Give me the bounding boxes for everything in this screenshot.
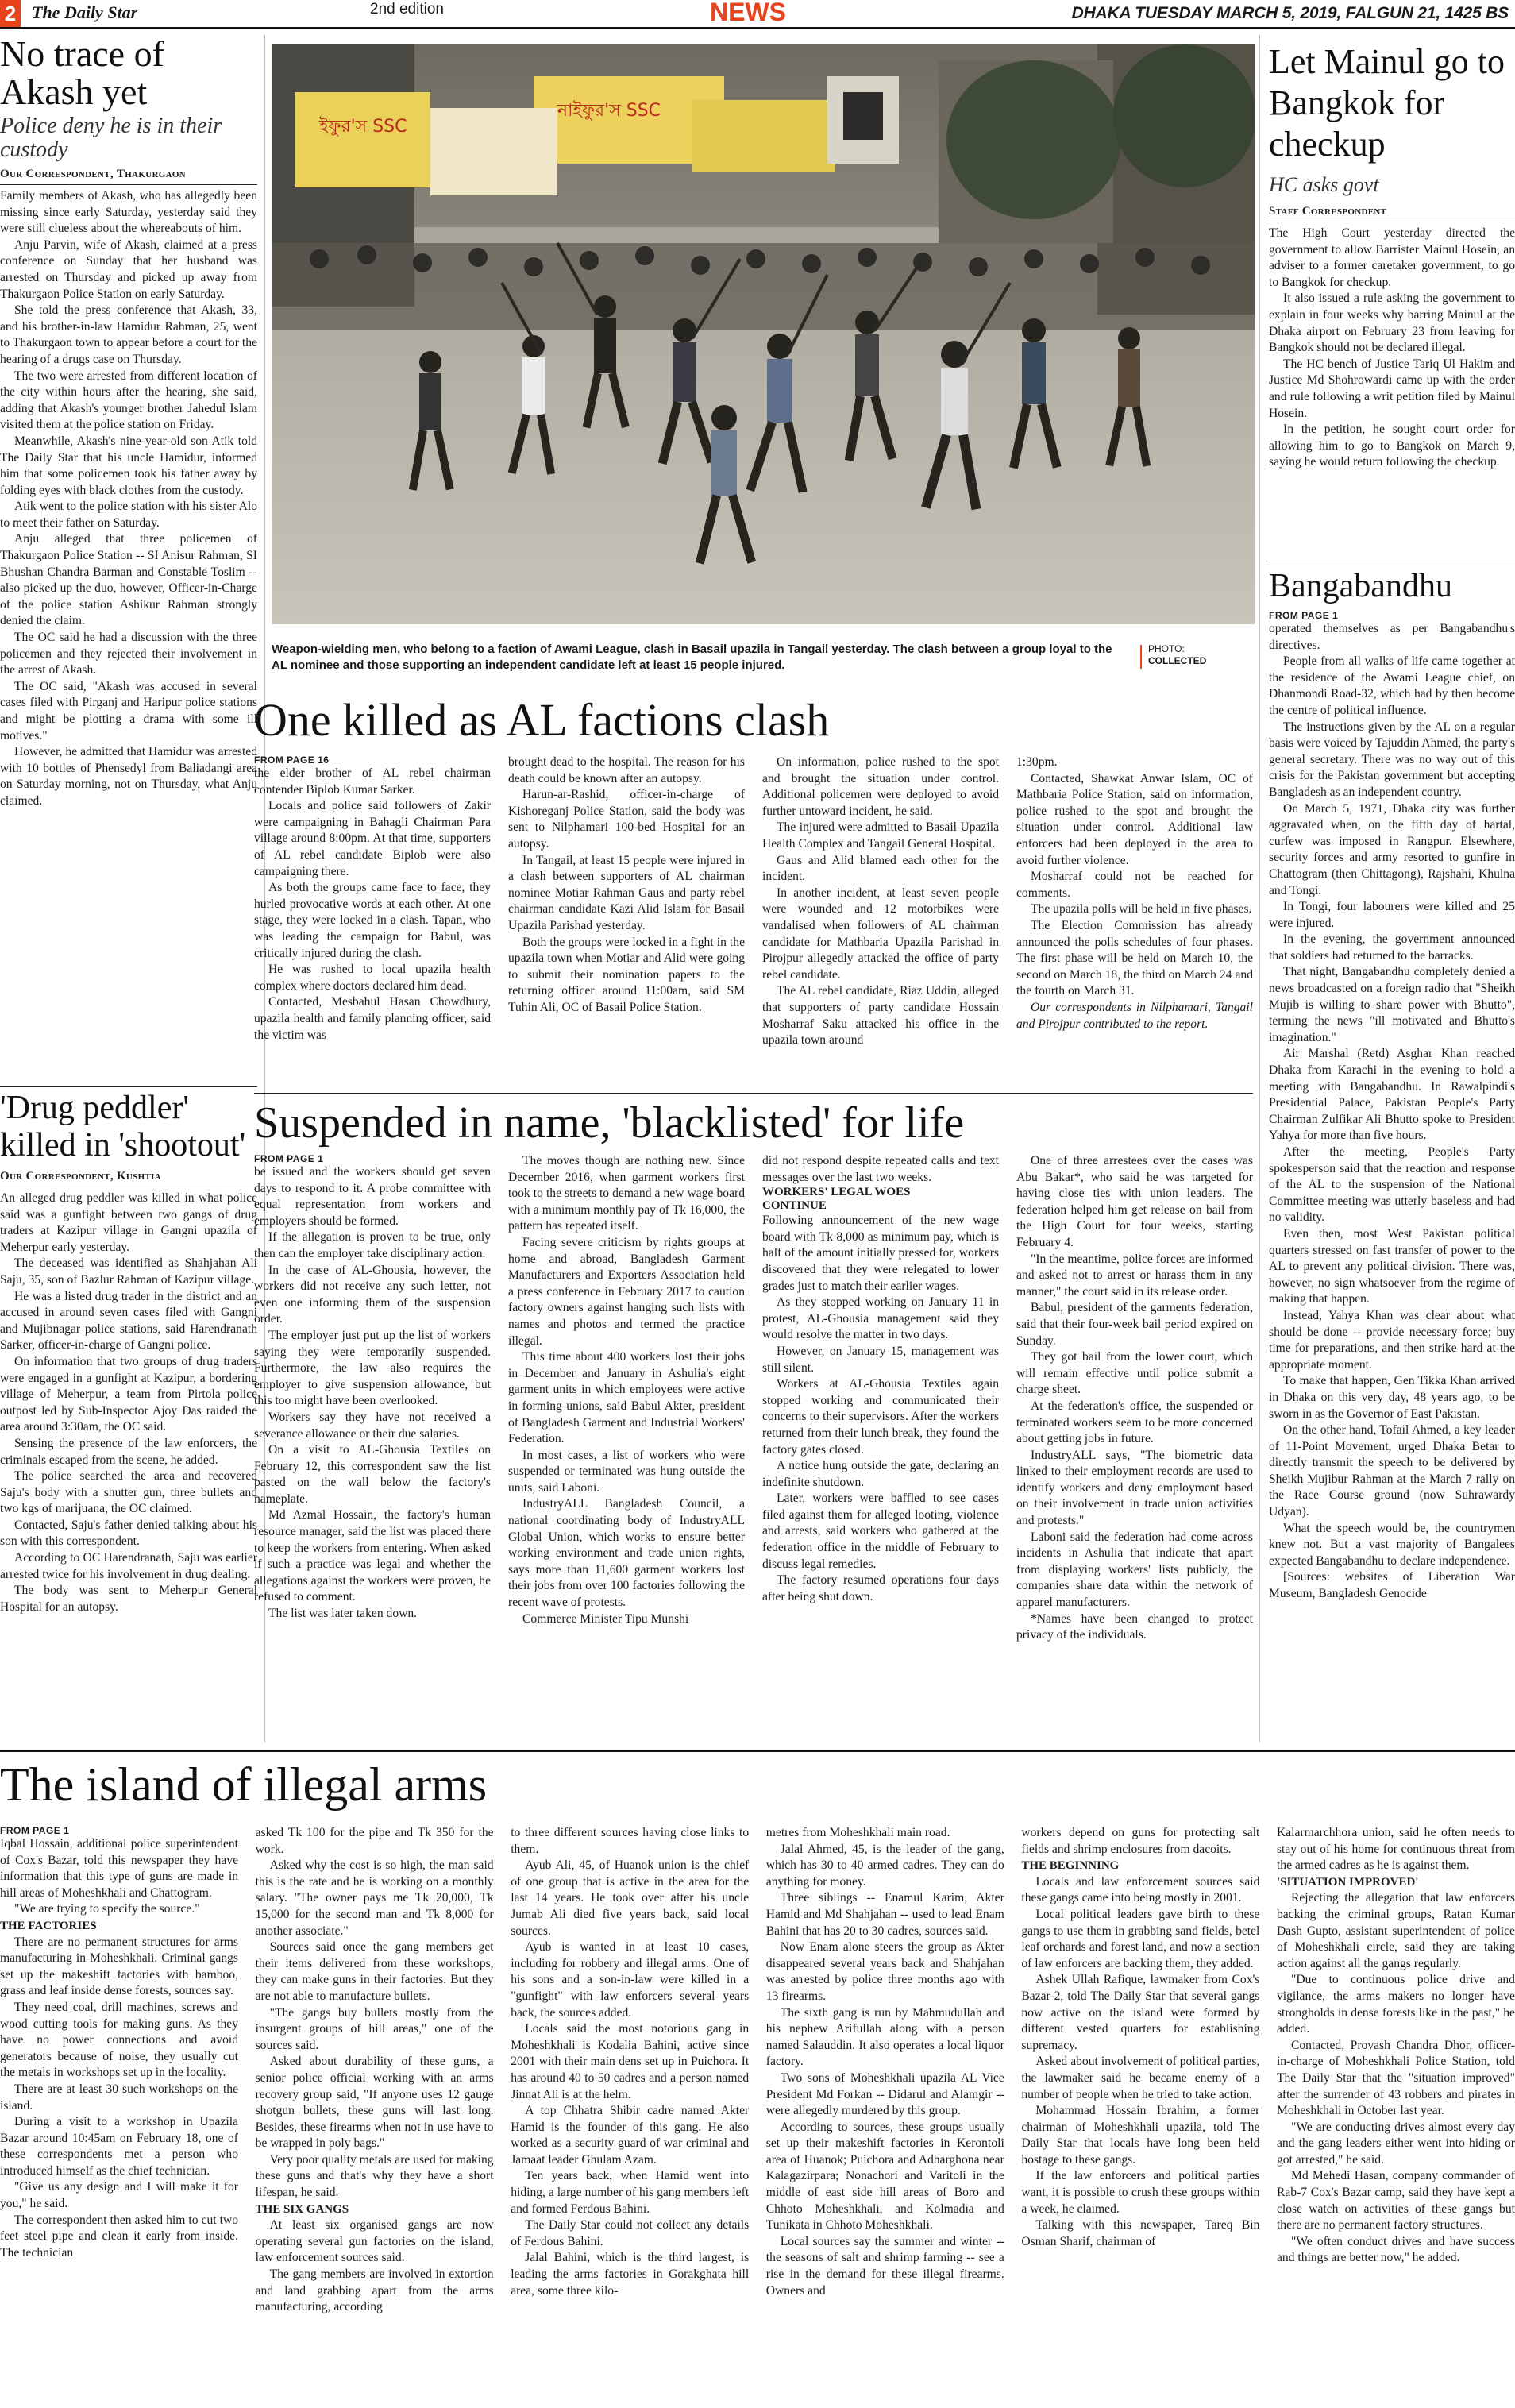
bangabandhu-from: FROM PAGE 1 xyxy=(1269,610,1339,621)
clash-story xyxy=(254,694,1253,1123)
paragraph: Ayub Ali, 45, of Huanok union is the chief of one group that is active in the area for the last 14 years. He took over after his uncle Jumab Ali died five years back, said local sources. xyxy=(511,1858,750,1938)
mainul-story xyxy=(1269,41,1515,550)
paragraph: On March 5, 1971, Dhaka city was further aggravated when, on the fifth day of hartal, curfew was imposed in Rangpur. Elsewhere, security forces and army resorted to gunfire in Chattogram (then Chittagong), Rajshahi, Khulna and Tongi. xyxy=(1269,801,1515,897)
clash-photo xyxy=(272,44,1255,624)
paragraph: Family members of Akash, who has allegedly been missing since early Saturday, yesterday said they were still clueless about the whereabouts of him. xyxy=(0,189,257,236)
susp-c3 xyxy=(762,1213,999,1605)
paragraph: Harun-ar-Rashid, officer-in-charge of Kishoreganj Police Station, said the body was sent to Nilphamari 100-bed Hospital for an autopsy. xyxy=(508,788,745,851)
paragraph: The upazila polls will be held in five phases. xyxy=(1031,902,1252,917)
paragraph: The factory resumed operations four days after being shut down. xyxy=(762,1573,999,1603)
bangabandhu-headline: Bangabandhu xyxy=(1269,568,1452,604)
edition-label: 2nd edition xyxy=(370,1,444,17)
paragraph: The sixth gang is run by Mahmudullah and his nephew Arifullah along with a person named Salauddin. It also operates a local liquor factory. xyxy=(765,2005,1004,2069)
photo-caption-block xyxy=(272,642,1255,689)
paragraph: A notice hung outside the gate, declaring an indefinite shutdown. xyxy=(762,1459,999,1489)
paragraph: Asked why the cost is so high, the man said this is the rate and he is working on a monthly salary. "The owner pays me Tk 20,000, Tk 15,000 for the second man and Tk 8,000 for another associate." xyxy=(255,1858,494,1938)
paragraph: The Daily Star could not collect any details of Ferdous Bahini. xyxy=(511,2218,750,2248)
mainul-byline: Staff Correspondent xyxy=(1269,205,1387,218)
paragraph: The employer just put up the list of workers saying they were temporarily suspended. Furthermore, the law also requires the employer to give suspension allowance, but this too might have been overlooked. xyxy=(254,1328,491,1408)
paragraph: The two were arrested from different location of the city within hours after the hearing, she said, adding that Akash's younger brother Jahedul Islam visited them at the police station on Friday. xyxy=(0,369,257,432)
clash-col-2 xyxy=(508,754,745,1049)
island-columns xyxy=(0,1825,1515,2316)
clash-c4 xyxy=(1016,754,1253,1000)
paragraph: Jalal Ahmed, 45, is the leader of the gang, which has 30 to 40 armed cadres. They can do anything for money. xyxy=(765,1842,1004,1889)
akash-place: Thakurgaon xyxy=(116,168,186,180)
paragraph: Kalarmarchhora union, said he often needs to stay out of his home for continuous threat from the armed cadres as he is against them. xyxy=(1276,1826,1515,1873)
paragraph: On a visit to AL-Ghousia Textiles on February 12, this correspondent saw the list pasted on the wall below the factory's nameplate. xyxy=(254,1443,491,1506)
suspended-story xyxy=(254,1098,1253,1733)
drug-place: Kushtia xyxy=(116,1170,161,1183)
paragraph: Atik went to the police station with his sister Alo to meet their father on Saturday. xyxy=(0,500,257,530)
paragraph: In the petition, he sought court order for allowing him to go to Bangkok on March 9, saying he would return following the checkup. xyxy=(1269,423,1515,469)
paragraph: Iqbal Hossain, additional police superintendent of Cox's Bazar, told this newspaper they have information that this type of guns are made in hill areas of Moheshkhali and Chattogram. xyxy=(0,1837,238,1900)
paragraph: On information, police rushed to the spot and brought the situation under control. Additional policemen were deployed to avoid further untoward incident, he said. xyxy=(762,755,999,818)
clash-from: FROM PAGE 16 xyxy=(254,754,330,766)
paragraph: In Tongi, four labourers were killed and 25 were injured. xyxy=(1269,900,1515,930)
paragraph: The correspondent then asked him to cut two feet steel pipe and clean it early from inside. The technician xyxy=(0,2213,238,2259)
paper-name: The Daily Star xyxy=(32,2,138,22)
paragraph: The OC said he had a discussion with the three policemen and they rejected their involvement in the arrest of Akash. xyxy=(0,631,257,677)
paragraph: That night, Bangabandhu completely denied a news broadcasted on a foreign radio that "Sheikh Mujib is willing to share power with Bhutto", terming the news "ill motivated and Bhutto's imagination." xyxy=(1269,965,1515,1044)
paragraph: The instructions given by the AL on a regular basis were voiced by Tajuddin Ahmed, the party's general secretary. There was no way out of this crisis for the Pakistan government but accepting Bangladesh as an independent country. xyxy=(1269,720,1515,799)
section-subhead: 'SITUATION IMPROVED' xyxy=(1276,1875,1419,1889)
drug-byline-wrap xyxy=(0,1169,257,1183)
paragraph: The AL rebel candidate, Riaz Uddin, alleged that supporters of party candidate Hossain Mosharraf Saku attacked his office in the upazila town around xyxy=(762,984,999,1048)
paragraph: Commerce Minister Tipu Munshi xyxy=(522,1611,689,1626)
suspended-from: FROM PAGE 1 xyxy=(254,1153,324,1164)
island-col-5 xyxy=(1021,1825,1259,2316)
paragraph: She told the press conference that Akash, 33, and his brother-in-law Hamidur Rahman, 25, went to Thakurgaon town to appear before a court for the hearing of a drugs case on Thursday. xyxy=(0,303,257,366)
paragraph: It also issued a rule asking the government to explain in four weeks why barring Mainul at the Dhaka airport on February 23 from leaving for Bangkok should not be declared illegal. xyxy=(1269,291,1515,355)
suspended-subhead-1: WORKERS' LEGAL WOES xyxy=(762,1186,911,1199)
photo-caption: Weapon-wielding men, who belong to a faction of Awami League, clash in Basail upazila in Tangail yesterday. The clash between a group loyal to the AL nominee and those supporting an independent candidate left at least 15 people injured. xyxy=(272,643,1112,672)
paragraph: The police searched the area and recovered Saju's body with a shutter gun, three bullets and two kgs of marijuana, the OC claimed. xyxy=(0,1469,257,1516)
isl-c2 xyxy=(256,1825,494,2316)
section-subhead: THE FACTORIES xyxy=(0,1919,97,1932)
isl-c3 xyxy=(511,1825,749,2299)
paragraph: However, he admitted that Hamidur was arrested with 10 bottles of Phensedyl from Baliadangi area on Saturday morning, not on Thursday, what Anju claimed. xyxy=(0,745,257,808)
akash-story xyxy=(0,35,257,1067)
paragraph: They need coal, drill machines, screws and wood cutting tools for making guns. As they have no power connections and avoid generators because of noise, they usually cut the metals in workshops set up in the locality. xyxy=(0,2000,238,2080)
paragraph: Workers at AL-Ghousia Textiles again stopped working and communicated their concerns to their supervisors. After the workers returned from their lunch break, they found the factory gates closed. xyxy=(762,1377,999,1457)
paragraph: On the other hand, Tofail Ahmed, a key leader of 11-Point Movement, urged Dhaka Betar to directly transmit the speech to be delivered by Sheikh Mujibur Rahman at the March 7 rally on the Race Course ground (now Suhrawardy Udyan). xyxy=(1269,1423,1515,1519)
paragraph: In Tangail, at least 15 people were injured in a clash between supporters of AL chairman nominee Motiar Rahman Gaus and party rebel chairman candidate Kazi Alid Islam for Basail Upazila Parishad yesterday. xyxy=(508,853,745,932)
paragraph: Md Azmal Hossain, the factory's human resource manager, said the list was placed there to keep the workers from entering. When asked if such a practice was legal and whether the allegations against the workers were proven, he refused to comment. xyxy=(254,1508,491,1604)
paragraph: Air Marshal (Retd) Asghar Khan reached Dhaka from Karachi in the evening to hold a meeting with Bangabandhu. In Rawalpindi's Presidential Palace, Pakistan People's Party Chairman Zulfikar Ali Bhutto spoke to President Yahya for more than five hours. xyxy=(1269,1047,1515,1143)
paragraph: Sensing the presence of the law enforcers, the criminals escaped from the scene, he added. xyxy=(0,1436,257,1467)
paragraph: In most cases, a list of workers who were suspended or terminated was hung outside the units, said Laboni. xyxy=(508,1448,745,1495)
paragraph: "We often conduct drives and have success and things are better now," he added. xyxy=(1276,2234,1515,2265)
akash-body xyxy=(0,188,257,810)
suspended-col-1 xyxy=(254,1153,491,1644)
paragraph: Two sons of Moheshkhali upazila AL Vice President Md Forkan -- Didarul and Alamgir -- were allegedly murdered by this group. xyxy=(765,2070,1004,2118)
banga-body xyxy=(1269,621,1515,1603)
clash-col-3 xyxy=(762,754,999,1049)
paragraph: *Names have been changed to protect privacy of the individuals. xyxy=(1016,1611,1253,1642)
paragraph: Three siblings -- Enamul Karim, Akter Hamid and Md Shahjahan -- used to lead Enam Bahini that has 20 to 30 cadres, sources said. xyxy=(765,1891,1004,1938)
mainul-headline: Let Mainul go to Bangkok for checkup xyxy=(1269,42,1505,164)
paragraph: This time about 400 workers lost their jobs in December and January in Ashulia's eight garment units in which employees were active in forming unions, said Babul Akter, president of Bangladesh Garment and Industrial Workers' Federation. xyxy=(508,1350,745,1446)
paragraph: Sources said once the gang members get their items delivered from these workshops, they can make guns in their factories. But they are not able to manufacture bullets. xyxy=(255,1940,494,2003)
paragraph: Ten years back, when Hamid went into hiding, a large number of his gang members left and formed Ferdous Bahini. xyxy=(511,2169,750,2216)
paragraph: One of three arrestees over the cases was Abu Bakar*, who said he was targeted for having close ties with union leaders. The federation helped him get release on bail from the High Court for four weeks, starting February 4. xyxy=(1016,1154,1253,1249)
paragraph: The moves though are nothing new. Since December 2016, when garment workers first took to the streets to demand a new wage board with a minimum monthly pay of Tk 16,000, the pattern has repeated itself. xyxy=(508,1154,745,1233)
paragraph: operated themselves as per Bangabandhu's directives. xyxy=(1269,622,1515,652)
isl-c1 xyxy=(0,1836,238,2261)
photo-credit-label: PHOTO: xyxy=(1148,643,1185,654)
isl-c6 xyxy=(1277,1825,1515,2267)
drug-top-rule xyxy=(0,1086,257,1087)
paragraph: Both the groups were locked in a fight in the upazila town when Motiar and Alid were going to submit their nomination papers to the returning officer around 11:00am, said SM Tuhin Ali, OC of Basail Police Station. xyxy=(508,935,745,1014)
suspended-headline: Suspended in name, 'blacklisted' for life xyxy=(254,1098,965,1148)
paragraph: Asked about durability of these guns, a senior police official working with an arms recovery group said, "If anyone uses 12 gauge shotgun bullets, these guns will last long. Besides, these firearms when not in use have to be wrapped in poly bags." xyxy=(255,2055,494,2151)
paragraph: Gaus and Alid blamed each other for the incident. xyxy=(762,853,999,884)
paragraph: The body was sent to Meherpur General Hospital for an autopsy. xyxy=(0,1584,257,1614)
paragraph: did not respond despite repeated calls and text messages over the last two weeks. xyxy=(762,1154,999,1184)
section-subhead: THE BEGINNING xyxy=(1021,1859,1120,1873)
island-top-rule xyxy=(0,1750,1515,1752)
mainul-deck: HC asks govt xyxy=(1269,173,1379,196)
paragraph: "Due to continuous police drive and vigilance, the arms makers no longer have strongholds in dense forests like in the past," he added. xyxy=(1276,1973,1515,2036)
paragraph: 1:30pm. xyxy=(1016,755,1058,769)
paragraph: In the case of AL-Ghousia, however, the workers did not receive any such letter, not even one informing them of the suspension order. xyxy=(254,1263,491,1326)
paragraph: In another incident, at least seven people were wounded and 12 motorbikes were vandalised when followers of AL chairman candidate for Mathbaria Upazila Parishad in Pirojpur allegedly attacked the office of party rebel candidate. xyxy=(762,886,999,982)
susp-c2 xyxy=(508,1153,745,1627)
paragraph: Ayub is wanted in at least 10 cases, including for robbery and illegal arms. One of his sons and a son-in-law were killed in a "gunfight" with law enforcers several years back, the sources added. xyxy=(511,1940,750,2020)
paragraph: Even then, most West Pakistan political quarters stressed on fast transfer of power to the AL to prevent any political division. There was, however, no sign whatsoever from the regime of making that happen. xyxy=(1269,1226,1515,1306)
masthead xyxy=(0,0,1515,27)
paragraph: Anju alleged that three policemen of Thakurgaon Police Station -- SI Anisur Rahman, SI Bhushan Chandra Barman and Constable Toslim -- also picked up the duo, however, Officer-in-Charge of the police station Ashikur Rahman strongly denied the claim. xyxy=(0,532,257,628)
paragraph: Anju Parvin, wife of Akash, claimed at a press conference on Sunday that her husband was arrested on Thursday and picked up away from Thakurgaon Police Station on early Saturday. xyxy=(0,237,257,301)
banner-text-right: নাইফুর'স SSC xyxy=(557,101,661,121)
island-col-3 xyxy=(511,1825,749,2316)
paragraph: Very poor quality metals are used for making these guns and that's why they have a short lifespan, he said. xyxy=(255,2152,494,2200)
paragraph: to three different sources having close links to them. xyxy=(511,1826,750,1856)
paragraph: Rejecting the allegation that law enforcers backing the criminal groups, Ratan Kumar Dash Gupto, assistant superintendent of police of Moheshkhali circle, said they are taking action against all the gangs regularly. xyxy=(1276,1891,1515,1970)
drug-body xyxy=(0,1190,257,1615)
paragraph: Talking with this newspaper, Tareq Bin Osman Sharif, chairman of xyxy=(1021,2218,1260,2248)
paragraph: They got bail from the lower court, which will remain effective until police submit a charge sheet. xyxy=(1016,1350,1253,1397)
paragraph: "We are trying to specify the source." xyxy=(14,1902,200,1916)
paragraph: At least six organised gangs are now operating several gun factories on the island, law enforcement sources said. xyxy=(255,2218,494,2265)
paragraph: Contacted, Shawkat Anwar Islam, OC of Mathbaria Police Station, said on information, police rushed to the spot and brought the situation under control. Additional law enforcers had been deployed in the area to avoid further violence. xyxy=(1016,771,1253,867)
paragraph: Locals said the most notorious gang in Moheshkhali is Kodalia Bahini, active since 2001 with their main dens set up in Puichora. It has around 40 to 50 cadres and a person named Jinnat Ali is at the helm. xyxy=(511,2022,750,2101)
paragraph: asked Tk 100 for the pipe and Tk 350 for the work. xyxy=(255,1826,494,1856)
paragraph: Later, workers were baffled to see cases filed against them for alleged looting, violence and arrests, said workers who gathered at the federation office in the middle of February to discuss legal remedies. xyxy=(762,1491,999,1571)
paragraph: As they stopped working on January 11 in protest, AL-Ghousia management said they would resolve the matter in two days. xyxy=(762,1295,999,1342)
suspended-col-3 xyxy=(762,1153,999,1644)
paragraph: As both the groups came face to face, they hurled provocative words at each other. At one stage, they were locked in a clash. Tapan, who was leading the campaign for Babul, was critically injured during the clash. xyxy=(254,881,491,960)
paragraph: He was a listed drug trader in the district and an accused in around seven cases filed with Gangni and Mujibnagar police stations, said Harendranath Sarker, officer-in-charge of Gangni police. xyxy=(0,1289,257,1353)
suspended-top-rule xyxy=(254,1093,1253,1094)
paragraph: There are at least 30 such workshops on the island. xyxy=(0,2082,238,2113)
suspended-columns xyxy=(254,1153,1253,1644)
paragraph: The OC said, "Akash was accused in several cases filed with Pirganj and Haripur police stations and might be plotting a drama with some ill motives." xyxy=(0,679,257,743)
clash-col-1 xyxy=(254,754,491,1049)
paragraph: Local sources say the summer and winter -- the seasons of salt and shrimp farming -- see a rise in the demand for these illegal firearms. Owners and xyxy=(765,2234,1004,2298)
suspended-subhead-2: CONTINUE xyxy=(762,1199,827,1213)
island-story xyxy=(0,1757,1515,2408)
crowd-photo-image xyxy=(272,44,1255,624)
paragraph: brought dead to the hospital. The reason for his death could be known after an autopsy. xyxy=(508,755,745,785)
clash-col-4 xyxy=(1016,754,1253,1049)
isl-c5 xyxy=(1021,1825,1259,2250)
akash-byline-rule xyxy=(0,184,257,185)
paragraph: He was rushed to local upazila health complex where doctors declared him dead. xyxy=(254,963,491,993)
paragraph: On information that two groups of drug traders were engaged in a gunfight at Kazipur, a bordering village of Meherpur, a team from Pirtola police outpost led by Sub-Inspector Ajoy Das raided the area around 3:30am, the OC said. xyxy=(0,1354,257,1434)
paragraph: If the allegation is proven to be true, only then can the employer take disciplinary action. xyxy=(254,1230,491,1260)
photo-credit: COLLECTED xyxy=(1148,655,1207,666)
island-col-2 xyxy=(256,1825,494,2316)
paragraph: "In the meantime, police forces are informed and asked not to arrest or harass them in any manner," the court said in its release order. xyxy=(1016,1252,1253,1299)
paragraph: The gang members are involved in extortion and land grabbing apart from the arms manufacturing, according xyxy=(255,2267,494,2314)
paragraph: Contacted, Saju's father denied talking about his son with this correspondent. xyxy=(0,1518,257,1549)
paragraph: Babul, president of the garments federation, said that their four-week bail period expired on Sunday. xyxy=(1016,1301,1253,1348)
suspended-col-4 xyxy=(1016,1153,1253,1644)
susp-c3top xyxy=(762,1153,999,1186)
paragraph: A top Chhatra Shibir cadre named Akter Hamid is the founder of this gang. He also worked as a security guard of war criminal and Jamaat leader Ghulam Azam. xyxy=(511,2104,750,2167)
paragraph: Local political leaders gave birth to these gangs to use them in grabbing sand fields, betel leaf orchards and forest land, and now a section of law enforcers are backing them, they added. xyxy=(1021,1907,1260,1970)
paragraph: During a visit to a workshop in Upazila Bazar around 10:45am on February 18, one of these correspondents met a person who introduced himself as the chief technician. xyxy=(0,2115,238,2178)
island-from: FROM PAGE 1 xyxy=(0,1825,70,1836)
section-label: NEWS xyxy=(710,0,786,26)
paragraph: However, on January 15, management was still silent. xyxy=(762,1344,999,1375)
masthead-rule xyxy=(0,27,1515,29)
akash-deck: Police deny he is in their custody xyxy=(0,114,222,162)
clash-columns xyxy=(254,754,1253,1049)
susp-c4 xyxy=(1016,1153,1253,1644)
paragraph: Contacted, Provash Chandra Dhor, officer-in-charge of Moheshkhali Police Station, told The Daily Star that the "situation improved" after the surrender of 43 robbers and pirates in Moheshkhali in October last year. xyxy=(1276,2038,1515,2118)
paragraph: "The gangs buy bullets mostly from the insurgent groups of hill areas," one of the sources said. xyxy=(255,2005,494,2052)
drug-byline: Our Correspondent, xyxy=(0,1170,114,1183)
paragraph: Locals and law enforcement sources said these gangs came into being mostly in 2001. xyxy=(1021,1874,1260,1905)
paragraph: To make that happen, Gen Tikka Khan arrived in Dhaka on this very day, 48 years ago, to be sworn in as the Governor of East Pakistan. xyxy=(1269,1374,1515,1421)
paragraph: Meanwhile, Akash's nine-year-old son Atik told The Daily Star that his uncle Hamidur, informed him that some policemen took his father away by folding eyes with black clothes from the custody. xyxy=(0,434,257,497)
island-col-4 xyxy=(766,1825,1004,2316)
paragraph: Facing severe criticism by rights groups at home and abroad, Bangladesh Garment Manufacturers and Exporters Association held a press conference in February 2017 to caution factory owners against hanging such lists with names and photos and termed the practice illegal. xyxy=(508,1235,745,1348)
paragraph: At the federation's office, the suspended or terminated workers seem to be more concerned about getting jobs in future. xyxy=(1016,1399,1253,1446)
paragraph: There are no permanent structures for arms manufacturing in Moheshkhali. Criminal gangs set up the makeshift factories with bamboo, grass and leaf inside dense forests, sources say. xyxy=(0,1935,238,1998)
paragraph: IndustryALL Bangladesh Council, a national coordinating body of IndustryALL Global Union, which works to ensure better working environment and trade union rights, says more than 11,600 garment workers lost their jobs from over 100 factories following the recent wave of protests. xyxy=(508,1497,745,1610)
paragraph: According to OC Harendranath, Saju was earlier arrested twice for his involvement in drug dealing. xyxy=(0,1551,257,1581)
paragraph: Jalal Bahini, which is the third largest, is leading the arms factories in Gorakghata hill area, some three kilo- xyxy=(511,2251,750,2298)
dateline: DHAKA TUESDAY MARCH 5, 2019, FALGUN 21, 1425 BS xyxy=(1071,4,1509,22)
paragraph: The HC bench of Justice Tariq Ul Hakim and Justice Md Shohrowardi came up with the order and rule following a writ petition filed by Mainul Hosein. xyxy=(1269,357,1515,420)
paragraph: Mohammad Hossain Ibrahim, a former chairman of Moheshkhali upazila, told The Daily Star that locals have long been held hostage to these gangs. xyxy=(1021,2104,1260,2167)
clash-c1 xyxy=(254,766,491,1044)
paragraph: workers depend on guns for protecting salt fields and shrimp enclosures from dacoits. xyxy=(1021,1826,1260,1856)
paragraph: In the evening, the government announced that soldiers had returned to the barracks. xyxy=(1269,932,1515,963)
right-column-divider xyxy=(1259,35,1260,1742)
paragraph: Now Enam alone steers the group as Akter disappeared several years back and Shahjahan was arrested by police three months ago with 13 firearms. xyxy=(765,1940,1004,2003)
section-subhead: THE SIX GANGS xyxy=(255,2202,349,2216)
clash-c2 xyxy=(508,754,745,1017)
island-col-1 xyxy=(0,1825,238,2316)
paragraph: metres from Moheshkhali main road. xyxy=(765,1826,950,1839)
akash-byline: Our Correspondent, xyxy=(0,168,114,180)
paragraph: The list was later taken down. xyxy=(268,1607,418,1621)
paragraph: Mosharraf could not be reached for comments. xyxy=(1016,870,1253,900)
banner-text-left: ইফুর'স SSC xyxy=(319,117,407,137)
akash-headline: No trace of Akash yet xyxy=(0,35,164,112)
drug-story xyxy=(0,1090,257,1746)
mainul-body xyxy=(1269,226,1515,471)
paragraph: According to sources, these groups usually set up their makeshift factories in Kerontoli area of Huanok; Puichora and Adharghona near Kalagazirpara; Nonachori and Varitoli in the middle of east side hill areas of Boro and Chhoto Moheshkhali, and Kolmadia and Tunikata in Chhoto Moheshkhali. xyxy=(765,2120,1004,2232)
paragraph: Following announcement of the new wage board with Tk 8,000 as minimum pay, which is half of the amount initially pressed for, workers discovered that they were relegated to lower grades just to match their earlier wages. xyxy=(762,1214,999,1293)
clash-headline: One killed as AL factions clash xyxy=(254,694,830,746)
drug-headline: 'Drug peddler' killed in 'shootout' xyxy=(0,1090,246,1163)
paragraph: Workers say they have not received a severance allowance or their due salaries. xyxy=(254,1410,491,1441)
paragraph: Contacted, Mesbahul Hasan Chowdhury, upazila health and family planning officer, said the victim was xyxy=(254,995,491,1042)
paragraph: "We are conducting drives almost every day and the gang leaders either went into hiding or got arrested," he said. xyxy=(1276,2120,1515,2167)
paragraph: After the meeting, People's Party spokesperson said that the reaction and response of the AL to the suspension of the National Committee meeting was utterly baseless and had no validity. xyxy=(1269,1145,1515,1225)
paragraph: "Give us any design and I will make it for you," he said. xyxy=(0,2180,238,2211)
paragraph: Ashek Ullah Rafique, lawmaker from Cox's Bazar-2, told The Daily Star that several gangs now active on the island were formed by different vested quarters for establishing supremacy. xyxy=(1021,1973,1260,2052)
paragraph: The High Court yesterday directed the government to allow Barrister Mainul Hosein, an adviser to a former caretaker government, to go to Bangkok for checkup. xyxy=(1269,226,1515,289)
paragraph: be issued and the workers should get seven days to respond to it. A probe committee with equal representation from workers and employers should be formed. xyxy=(254,1165,491,1228)
paragraph: The Election Commission has already announced the polls schedules of four phases. The first phase will be held on March 10, the second on March 18, the third on March 24 and the fourth on March 31. xyxy=(1016,918,1253,998)
isl-c4 xyxy=(766,1825,1004,2299)
island-col-6 xyxy=(1277,1825,1515,2316)
akash-byline-wrap xyxy=(0,167,257,181)
paragraph: Md Mehedi Hasan, company commander of Rab-7 Cox's Bazar camp, said they have kept a close watch on activities of these gangs but there are no permanent factory structures. xyxy=(1276,2169,1515,2232)
paragraph: What the speech would be, the countrymen knew not. But a vast majority of Bangalees expected Bangabandhu to declare independence. xyxy=(1269,1521,1515,1568)
paragraph: the elder brother of AL rebel chairman contender Biplob Kumar Sarker. xyxy=(254,766,491,797)
paragraph: Locals and police said followers of Zakir were campaigning in Bahagli Chairman Para village around 8:00pm. At that time, supporters of AL rebel candidate Biplob were also campaigning there. xyxy=(254,799,491,878)
paragraph: Laboni said the federation had come across incidents in Ashulia that indicate that apart from displaying workers' lists publicly, the companies share data within the network of apparel manufacturers. xyxy=(1016,1530,1253,1610)
paragraph: Instead, Yahya Khan was clear about what should be done -- provide necessary force; buy time for preparations, and then strike hard at the appropriate moment. xyxy=(1269,1308,1515,1372)
paragraph: [Sources: websites of Liberation War Museum, Bangladesh Genocide xyxy=(1269,1570,1515,1601)
clash-c3 xyxy=(762,754,999,1049)
paragraph: An alleged drug peddler was killed in what police said was a gunfight between two gangs of drug traders at Kazipur village in Gangni upazila of Meherpur early yesterday. xyxy=(0,1191,257,1254)
paragraph: If the law enforcers and political parties want, it is possible to crush these groups within a week, he claimed. xyxy=(1021,2169,1260,2216)
paragraph: The injured were admitted to Basail Upazila Health Complex and Tangail General Hospital. xyxy=(762,820,999,851)
suspended-col-2 xyxy=(508,1153,745,1644)
island-headline: The island of illegal arms xyxy=(0,1758,488,1811)
page-number: 2 xyxy=(0,0,21,27)
paragraph: People from all walks of life came together at the residence of the Awami League chief, on Dhanmondi Road-32, which had by then become the centre of political influence. xyxy=(1269,654,1515,717)
paragraph: The deceased was identified as Shahjahan Ali Saju, 35, son of Bazlur Rahman of Kazipur village. xyxy=(0,1256,257,1287)
clash-contrib: Our correspondents in Nilphamari, Tangail and Pirojpur contributed to the report. xyxy=(1016,1000,1253,1031)
photo-credit-bar xyxy=(1140,645,1142,669)
susp-c1 xyxy=(254,1164,491,1623)
bangabandhu-story xyxy=(1269,565,1515,1741)
paragraph: IndustryALL says, "The biometric data linked to their employment records are used to identify workers and deny employment based on their involvement in trade union activities and protests." xyxy=(1016,1448,1253,1528)
paragraph: Asked about involvement of political parties, the lawmaker said he became enemy of a number of people when he tried to take action. xyxy=(1021,2055,1260,2101)
